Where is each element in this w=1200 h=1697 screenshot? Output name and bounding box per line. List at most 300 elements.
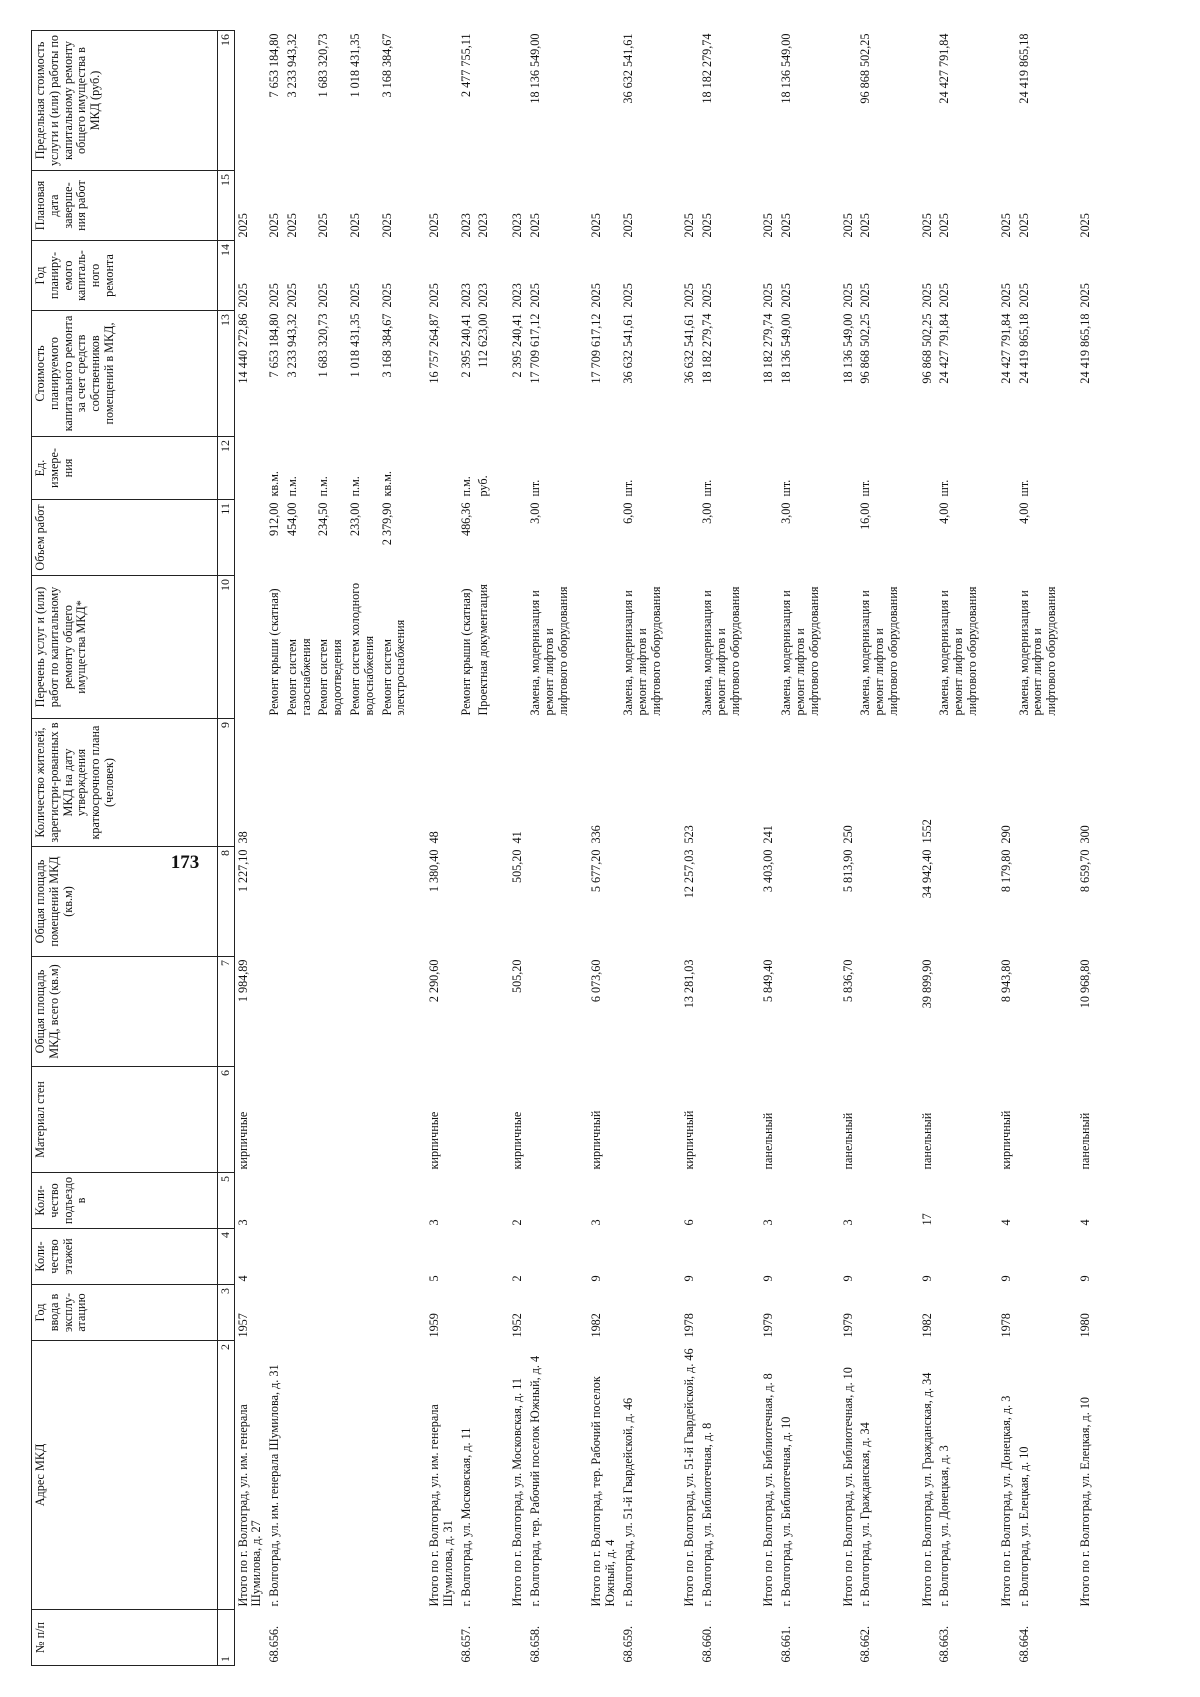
cell-unit	[588, 437, 620, 500]
cell-cost: 3 168 384,67	[379, 313, 394, 378]
cell-num	[681, 1610, 699, 1666]
spacer-cell	[493, 31, 509, 1666]
cell-num	[475, 1610, 493, 1666]
cell-volume: 234,50	[316, 502, 331, 537]
work-row	[347, 31, 379, 1666]
cell-area-total: 5 849,40	[761, 959, 776, 1003]
cell-floors	[699, 1229, 744, 1285]
cell-wall	[620, 1067, 665, 1173]
cell-num: 68.661.	[779, 1625, 794, 1663]
cell-limit: 24 427 791,84	[937, 33, 952, 104]
cell-floors: 9	[998, 1275, 1013, 1282]
cell-address	[347, 1341, 379, 1610]
cell-volume: 3,00	[779, 502, 794, 524]
cell-num	[840, 1610, 858, 1666]
cell-num: 68.663.	[937, 1625, 952, 1663]
cell-work	[760, 576, 778, 719]
cell-address: г. Волгоград, ул. Донецкая, д. 3	[937, 1445, 952, 1607]
cell-floors: 5	[427, 1275, 442, 1282]
cell-address: г. Волгоград, ул. им. генерала Шумилова, д. 31	[267, 1364, 282, 1607]
cell-work	[588, 576, 620, 719]
cell-num	[1077, 1610, 1095, 1666]
cell-volume	[840, 500, 858, 576]
cell-limit: 3 233 943,32	[284, 33, 299, 98]
cell-limit	[588, 31, 620, 171]
cell-unit	[509, 437, 527, 500]
cell-floors	[266, 1229, 284, 1285]
cell-volume: 912,00	[267, 502, 282, 537]
cell-work: Замена, модернизация и ремонт лифтов и лифтового оборудования	[528, 586, 570, 716]
cell-residents	[266, 719, 284, 847]
cell-wall	[475, 1067, 493, 1173]
cell-entrances	[778, 1173, 823, 1229]
column-number: 3	[218, 1285, 235, 1341]
cell-limit: 18 136 549,00	[779, 33, 794, 104]
cell-unit: кв.м.	[267, 471, 282, 497]
cell-end-year: 2025	[348, 213, 363, 238]
cell-plan-year: 2025	[427, 283, 442, 308]
cell-limit	[681, 31, 699, 171]
column-number-row	[218, 31, 235, 1666]
cell-wall	[266, 1067, 284, 1173]
cell-limit	[998, 31, 1016, 171]
cell-limit	[509, 31, 527, 171]
row-spacer	[824, 31, 840, 1666]
cell-end-year: 2025	[700, 213, 715, 238]
cell-limit: 7 653 184,80	[267, 33, 282, 98]
cell-wall: панельный	[840, 1112, 855, 1170]
cell-volume	[426, 500, 458, 576]
cell-area-total: 505,20	[510, 959, 525, 994]
cell-floors	[379, 1229, 411, 1285]
cell-wall: кирпичный	[589, 1110, 604, 1170]
header-cell: Год ввода в эксплу-атацию	[32, 1285, 218, 1341]
cell-entrances: 3	[840, 1219, 855, 1226]
cell-end-year: 2025	[284, 213, 299, 238]
cell-work: Замена, модернизация и ремонт лифтов и лифтового оборудования	[1016, 586, 1059, 716]
header-cell: Общая площадь помещений МКД (кв.м)	[32, 847, 218, 957]
cell-num: 68.659.	[620, 1625, 635, 1663]
cell-area-rooms: 1 380,40	[427, 849, 442, 893]
cell-area-total	[315, 957, 347, 1067]
total-row	[426, 31, 458, 1666]
cell-area-total	[347, 957, 379, 1067]
cell-area-total: 6 073,60	[589, 959, 604, 1003]
cell-area-rooms: 8 179,80	[998, 849, 1013, 893]
cell-area-total	[1016, 957, 1061, 1067]
cell-area-total	[699, 957, 744, 1067]
cell-floors	[315, 1229, 347, 1285]
cell-num	[509, 1610, 527, 1666]
column-number: 2	[218, 1341, 235, 1610]
total-row	[681, 31, 699, 1666]
cell-wall	[936, 1067, 981, 1173]
cell-limit	[234, 31, 266, 171]
cell-plan-year: 2025	[1016, 283, 1031, 308]
cell-area-rooms	[347, 847, 379, 957]
cell-end-year: 2023	[458, 213, 473, 238]
header-cell: Ед. измере-ния	[32, 437, 218, 500]
cell-area-rooms	[620, 847, 665, 957]
cell-volume	[1077, 500, 1095, 576]
cell-area-rooms: 5 813,90	[840, 849, 855, 893]
cell-work: Замена, модернизация и ремонт лифтов и лифтового оборудования	[858, 586, 900, 716]
cell-work: Замена, модернизация и ремонт лифтов и лифтового оборудования	[937, 586, 980, 716]
cell-limit	[475, 31, 493, 171]
cell-area-rooms	[458, 847, 476, 957]
cell-unit	[1077, 437, 1095, 500]
cell-end-year: 2025	[1077, 213, 1092, 238]
cell-area-rooms	[475, 847, 493, 957]
table-header	[32, 31, 235, 1666]
cell-residents: 300	[1077, 825, 1092, 844]
cell-entrances	[347, 1173, 379, 1229]
cell-year	[458, 1285, 476, 1341]
column-number: 8	[218, 847, 235, 957]
cell-plan-year: 2025	[998, 283, 1013, 308]
cell-plan-year: 2025	[379, 283, 394, 308]
cell-volume: 6,00	[620, 502, 635, 524]
cell-num	[284, 1610, 316, 1666]
cell-address: г. Волгоград, тер. Рабочий поселок Южный, д. 4	[528, 1355, 543, 1607]
cell-address: Итого по г. Волгоград, ул. им. генерала Шумилова, д. 27	[235, 1404, 264, 1607]
cell-year: 1978	[998, 1313, 1013, 1338]
cell-entrances	[857, 1173, 902, 1229]
cell-unit	[840, 437, 858, 500]
cell-area-rooms	[936, 847, 981, 957]
cell-plan-year: 2023	[458, 283, 473, 308]
cell-wall: панельный	[1077, 1112, 1092, 1170]
cell-limit: 18 182 279,74	[700, 33, 715, 104]
row-spacer	[1061, 31, 1077, 1666]
cell-work: Ремонт систем холодного водоснабжения	[348, 582, 376, 716]
work-row	[379, 31, 411, 1666]
cell-floors: 2	[510, 1275, 525, 1282]
header-cell: Стоимость планируемого капитального ремонта за счет средств собственников помещений в МКД,	[32, 311, 218, 437]
cell-cost: 3 233 943,32	[284, 313, 299, 378]
row-spacer	[665, 31, 681, 1666]
cell-residents	[699, 719, 744, 847]
cell-unit	[426, 437, 458, 500]
cell-year	[379, 1285, 411, 1341]
cell-limit: 2 477 755,11	[458, 33, 473, 98]
cell-wall	[527, 1067, 572, 1173]
cell-end-year: 2025	[1016, 213, 1031, 238]
cell-num	[998, 1610, 1016, 1666]
total-row	[760, 31, 778, 1666]
spacer-cell	[1061, 31, 1077, 1666]
cell-cost: 96 868 502,25	[919, 313, 934, 384]
cell-address: Итого по г. Волгоград, ул. 51-й Гвардейской, д. 46	[682, 1348, 697, 1607]
cell-entrances	[284, 1173, 316, 1229]
cell-wall: кирпичный	[998, 1110, 1013, 1170]
cell-area-rooms	[527, 847, 572, 957]
cell-volume	[760, 500, 778, 576]
cell-num	[347, 1610, 379, 1666]
spacer-cell	[744, 31, 760, 1666]
cell-plan-year: 2023	[476, 283, 491, 308]
cell-plan-year: 2025	[284, 283, 299, 308]
cell-limit	[426, 31, 458, 171]
cell-entrances: 6	[682, 1219, 697, 1226]
column-number: 5	[218, 1173, 235, 1229]
cell-area-total	[458, 957, 476, 1067]
cell-cost: 24 419 865,18	[1016, 313, 1031, 384]
cell-entrances	[475, 1173, 493, 1229]
cell-wall: панельный	[761, 1112, 776, 1170]
cell-end-year: 2025	[589, 213, 604, 238]
row-spacer	[903, 31, 919, 1666]
cell-unit: п.м.	[284, 476, 299, 497]
column-number: 9	[218, 719, 235, 847]
cell-area-rooms: 12 257,03	[682, 849, 697, 899]
cell-plan-year: 2025	[235, 283, 250, 308]
cell-cost: 2 395 240,41	[510, 313, 525, 378]
header-cell: Коли-чество подъездо в	[32, 1173, 218, 1229]
cell-plan-year: 2025	[348, 283, 363, 308]
cell-entrances: 3	[427, 1219, 442, 1226]
cell-area-total	[284, 957, 316, 1067]
cell-wall	[857, 1067, 902, 1173]
header-cell: Плановая дата заверше-ния работ	[32, 171, 218, 241]
cell-plan-year: 2025	[779, 283, 794, 308]
cell-wall	[347, 1067, 379, 1173]
cell-area-rooms: 1 227,10	[235, 849, 250, 893]
cell-residents	[458, 719, 476, 847]
cell-entrances	[379, 1173, 411, 1229]
cell-limit: 96 868 502,25	[858, 33, 873, 104]
cell-entrances	[936, 1173, 981, 1229]
cell-year	[284, 1285, 316, 1341]
cell-unit: руб.	[476, 475, 491, 497]
column-number: 16	[218, 31, 235, 171]
cell-area-rooms	[315, 847, 347, 957]
cell-floors: 9	[1077, 1275, 1092, 1282]
cell-limit	[1077, 31, 1095, 171]
cell-unit: шт.	[700, 479, 715, 497]
cell-year	[699, 1285, 744, 1341]
cell-address: г. Волгоград, ул. Елецкая, д. 10	[1016, 1446, 1031, 1607]
cell-area-total	[379, 957, 411, 1067]
table-row	[857, 31, 902, 1666]
cell-volume	[475, 500, 493, 576]
cell-plan-year: 2025	[589, 283, 604, 308]
cell-entrances: 3	[761, 1219, 776, 1226]
total-row	[509, 31, 527, 1666]
spacer-cell	[410, 31, 426, 1666]
cell-year: 1957	[235, 1313, 250, 1338]
cell-residents	[315, 719, 347, 847]
cell-plan-year: 2025	[761, 283, 776, 308]
cell-work	[840, 576, 858, 719]
cell-num	[426, 1610, 458, 1666]
cell-entrances	[1016, 1173, 1061, 1229]
cell-wall: панельный	[919, 1112, 934, 1170]
cell-end-year: 2025	[267, 213, 282, 238]
table-row	[778, 31, 823, 1666]
cell-volume	[919, 500, 937, 576]
spacer-cell	[903, 31, 919, 1666]
cell-residents: 41	[510, 831, 525, 844]
cell-address: г. Волгоград, ул. 51-й Гвардейской, д. 46	[620, 1397, 635, 1607]
cell-address: Итого по г. Волгоград, ул. Библиотечная, д. 10	[840, 1367, 855, 1607]
cell-residents	[347, 719, 379, 847]
column-number: 13	[218, 311, 235, 437]
cell-address: Итого по г. Волгоград, ул. Елецкая, д. 10	[1077, 1396, 1092, 1607]
header-cell: Предельная стоимость услуги и (или) работы по капитальному ремонту общего имущества в МКД (руб.)	[32, 31, 218, 171]
cell-area-rooms: 505,20	[510, 849, 525, 884]
table-row	[266, 31, 284, 1666]
cell-volume: 454,00	[284, 502, 299, 537]
cell-plan-year: 2025	[700, 283, 715, 308]
cell-wall	[1016, 1067, 1061, 1173]
cell-area-total: 2 290,60	[427, 959, 442, 1003]
cell-address: г. Волгоград, ул. Московская, д. 11	[458, 1427, 473, 1607]
header-cell: Объем работ	[32, 500, 218, 576]
cell-area-rooms: 5 677,20	[589, 849, 604, 893]
cell-limit	[919, 31, 937, 171]
column-number: 12	[218, 437, 235, 500]
cell-floors	[527, 1229, 572, 1285]
table-row	[936, 31, 981, 1666]
cell-num: 68.658.	[528, 1625, 543, 1663]
header-cell: Материал стен	[32, 1067, 218, 1173]
cell-entrances	[458, 1173, 476, 1229]
cell-volume	[998, 500, 1016, 576]
cell-limit: 3 168 384,67	[379, 33, 394, 98]
cell-entrances	[527, 1173, 572, 1229]
cell-address: Итого по г. Волгоград, ул. Московская, д. 11	[510, 1378, 525, 1607]
cell-area-total	[778, 957, 823, 1067]
column-number: 6	[218, 1067, 235, 1173]
cell-area-total: 39 899,90	[919, 959, 934, 1009]
header-cell: № п/п	[32, 1610, 218, 1666]
cell-unit	[760, 437, 778, 500]
work-row	[475, 31, 493, 1666]
cell-volume	[234, 500, 266, 576]
cell-entrances: 3	[589, 1219, 604, 1226]
header-cell: Коли-чество этажей	[32, 1229, 218, 1285]
table-row	[699, 31, 744, 1666]
spacer-cell	[824, 31, 840, 1666]
cell-work	[998, 576, 1016, 719]
cell-area-rooms: 34 942,40	[919, 849, 934, 899]
cell-unit: шт.	[779, 479, 794, 497]
cell-volume: 16,00	[858, 502, 873, 530]
cell-year	[347, 1285, 379, 1341]
cell-volume	[509, 500, 527, 576]
cell-cost: 24 427 791,84	[937, 313, 952, 384]
header-cell: Год планиру-емого капиталь-ного ремонта	[32, 241, 218, 311]
cell-cost: 18 136 549,00	[779, 313, 794, 384]
cell-year	[778, 1285, 823, 1341]
cell-area-rooms	[284, 847, 316, 957]
cell-end-year: 2025	[919, 213, 934, 238]
cell-cost: 112 623,00	[476, 313, 491, 368]
cell-floors: 4	[235, 1275, 250, 1282]
cell-volume: 3,00	[528, 502, 543, 524]
cell-end-year: 2023	[476, 213, 491, 238]
cell-unit	[998, 437, 1016, 500]
cell-cost: 1 683 320,73	[316, 313, 331, 378]
cell-num	[379, 1610, 411, 1666]
cell-residents: 38	[235, 831, 250, 844]
cell-work	[919, 576, 937, 719]
total-row	[588, 31, 620, 1666]
cell-volume: 2 379,90	[379, 502, 394, 546]
cell-end-year: 2025	[528, 213, 543, 238]
cell-residents	[527, 719, 572, 847]
cell-work: Замена, модернизация и ремонт лифтов и лифтового оборудования	[779, 586, 821, 716]
table-row	[620, 31, 665, 1666]
cell-cost: 24 427 791,84	[998, 313, 1013, 384]
cell-year: 1980	[1077, 1313, 1092, 1338]
total-row	[919, 31, 937, 1666]
cell-end-year: 2025	[427, 213, 442, 238]
work-row	[284, 31, 316, 1666]
cell-unit: шт.	[528, 479, 543, 497]
cell-unit	[919, 437, 937, 500]
cell-limit	[760, 31, 778, 171]
cell-work: Ремонт крыши (скатная)	[267, 588, 282, 716]
cell-wall	[379, 1067, 411, 1173]
page-number: 173	[170, 852, 200, 873]
cell-residents: 250	[840, 825, 855, 844]
cell-floors: 9	[682, 1275, 697, 1282]
cell-address	[315, 1341, 347, 1610]
column-number: 4	[218, 1229, 235, 1285]
table-row	[527, 31, 572, 1666]
header-cell: Общая площадь МКД, всего (кв.м)	[32, 957, 218, 1067]
cell-address	[475, 1341, 493, 1610]
cell-num: 68.657.	[458, 1625, 473, 1663]
cell-work	[234, 576, 266, 719]
cell-area-rooms	[699, 847, 744, 957]
cell-cost: 36 632 541,61	[682, 313, 697, 384]
cell-area-total	[936, 957, 981, 1067]
cell-unit	[681, 437, 699, 500]
cell-year	[315, 1285, 347, 1341]
cell-entrances	[266, 1173, 284, 1229]
cell-work	[1077, 576, 1095, 719]
cell-residents	[1016, 719, 1061, 847]
cell-floors	[284, 1229, 316, 1285]
rotated-table-container	[31, 31, 1163, 1666]
cell-end-year: 2023	[510, 213, 525, 238]
header-cell: Перечень услуг и (или) работ по капитальному ремонту общего имущества МКД*	[32, 576, 218, 719]
work-row	[315, 31, 347, 1666]
cell-year: 1979	[761, 1313, 776, 1338]
cell-end-year: 2025	[682, 213, 697, 238]
column-number: 7	[218, 957, 235, 1067]
cell-residents: 241	[761, 825, 776, 844]
cell-volume: 3,00	[700, 502, 715, 524]
cell-num: 68.662.	[858, 1625, 873, 1663]
cell-year	[1016, 1285, 1061, 1341]
cell-num	[919, 1610, 937, 1666]
cell-limit: 18 136 549,00	[528, 33, 543, 104]
cell-unit: шт.	[620, 479, 635, 497]
cell-area-rooms	[379, 847, 411, 957]
cell-plan-year: 2025	[858, 283, 873, 308]
cell-cost: 24 419 865,18	[1077, 313, 1092, 384]
cell-end-year: 2025	[379, 213, 394, 238]
cell-area-rooms	[266, 847, 284, 957]
cell-entrances	[699, 1173, 744, 1229]
cell-work: Замена, модернизация и ремонт лифтов и лифтового оборудования	[620, 586, 663, 716]
total-row	[840, 31, 858, 1666]
cell-num	[760, 1610, 778, 1666]
